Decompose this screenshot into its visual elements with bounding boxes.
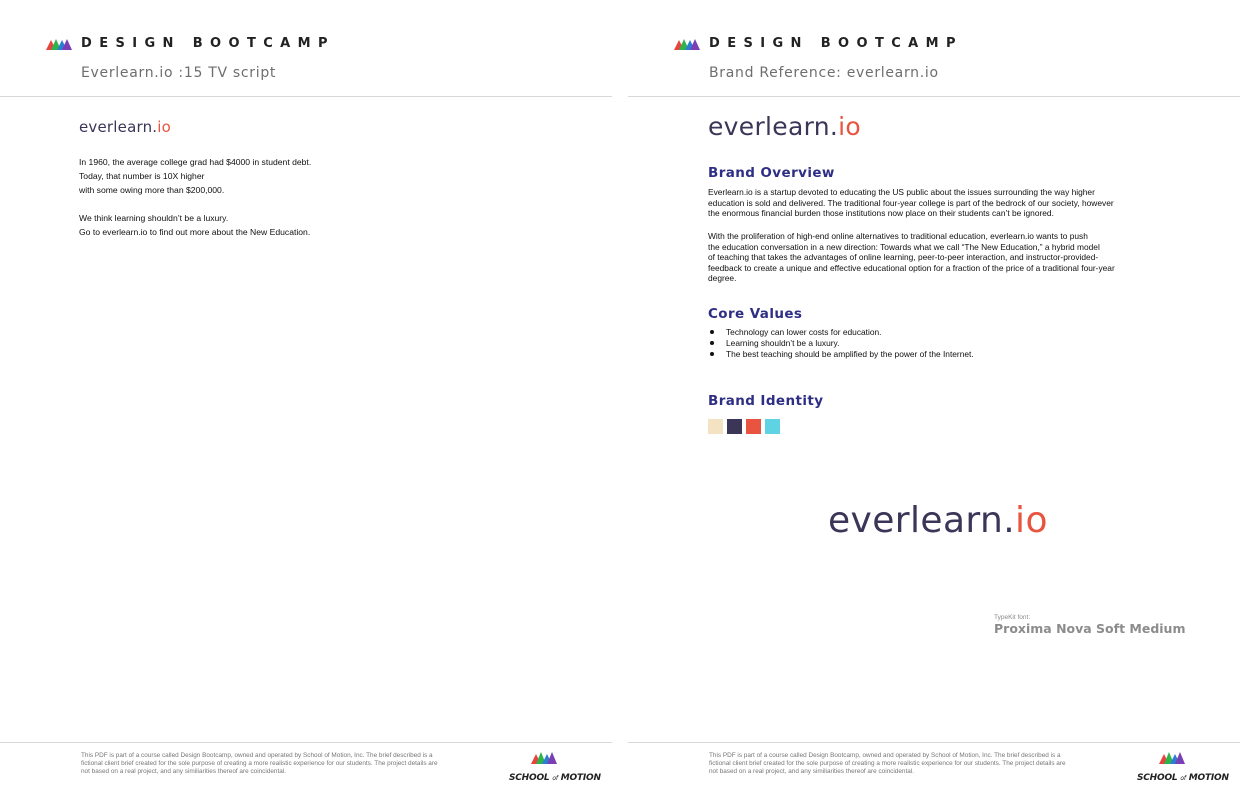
list-item: Learning shouldn’t be a luxury. [708,338,974,349]
overview-line: feedback to create a unique and effective educational option for a fraction of the price of a traditional four-year [708,262,1115,273]
disclaimer-line: This PDF is part of a course called Design Bootcamp, owned and operated by School of Motion, Inc. The brief described is a [709,752,1061,759]
footer-disclaimer [81,752,501,777]
som-mountains-icon [1159,751,1185,764]
typekit-label: TypeKit font: [994,614,1031,621]
everlearn-logo [79,118,171,136]
list-item: Technology can lower costs for education. [708,327,974,338]
disclaimer-line: not based on a real project, and any similiarities thereof are coincidental. [81,768,286,776]
everlearn-logo-io: io [838,112,861,141]
script-line: with some owing more than $200,000. [79,185,225,195]
brand-overview-text-2 [708,231,1158,284]
core-values-list [708,327,974,360]
overview-line: the education conversation in a new direction: Towards what we call “The New Education,” a hybrid model [708,241,1100,252]
bootcamp-mountains-icon [46,38,72,50]
overview-line: the enormous financial burden those institutions now place on their students can’t be ignored. [708,208,1054,219]
brand-identity-heading: Brand Identity [708,393,824,409]
swatch-orange [746,419,761,434]
tv-script-text [79,155,439,239]
footer-divider [628,742,1240,743]
footer-divider [0,742,612,743]
overview-line: of teaching that takes the advantages of online learning, peer-to-peer interaction, and instructor-provided- [708,252,1099,263]
swatch-navy [727,419,742,434]
design-bootcamp-logo [674,36,963,51]
school-of-motion-logo [1137,751,1229,784]
typekit-font-caption [994,614,1186,636]
font-name: Proxima Nova Soft Medium [994,621,1186,636]
brand-reference-page [628,0,1240,792]
overview-line: education is sold and delivered. The traditional four-year college is part of the bedrock of our society, however [708,197,1114,208]
som-wordmark: SCHOOL of MOTION [1137,773,1229,783]
page-subtitle: Brand Reference: everlearn.io [709,65,939,81]
script-line: We think learning shouldn’t be a luxury. [79,213,229,223]
bootcamp-mountains-icon [674,38,700,50]
disclaimer-line: fictional client brief created for the sole purpose of creating a more realistic experience for our students. The project details are [709,760,1066,768]
list-item: The best teaching should be amplified by the power of the Internet. [708,349,974,360]
page-subtitle: Everlearn.io :15 TV script [81,65,277,81]
header-divider [628,96,1240,97]
everlearn-logo-io: io [157,118,172,136]
disclaimer-line: fictional client brief created for the sole purpose of creating a more realistic experience for our students. The project details are [81,760,438,768]
script-line: Today, that number is 10X higher [79,171,205,181]
overview-line: Everlearn.io is a startup devoted to educating the US public about the issues surrounding the way higher [708,187,1095,197]
script-line: Go to everlearn.io to find out more about the New Education. [79,227,311,237]
school-of-motion-logo [509,751,601,784]
swatch-cyan [765,419,780,434]
footer-disclaimer [709,752,1129,777]
everlearn-logo-ever: everlearn. [79,118,158,136]
everlearn-logo-ever: everlearn. [828,500,1016,541]
som-wordmark: SCHOOL of MOTION [509,773,601,783]
everlearn-logo-io: io [1015,500,1048,541]
brand-overview-text [708,187,1158,219]
everlearn-logo [708,112,861,141]
script-line: In 1960, the average college grad had $4000 in student debt. [79,157,312,167]
swatch-cream [708,419,723,434]
disclaimer-line: not based on a real project, and any similiarities thereof are coincidental. [709,768,914,776]
core-values-heading: Core Values [708,306,803,322]
design-bootcamp-wordmark: DESIGN BOOTCAMP [709,36,963,51]
overview-line: degree. [708,273,737,284]
header-divider [0,96,612,97]
som-mountains-icon [531,751,557,764]
everlearn-feature-logo [828,500,1048,541]
everlearn-logo-ever: everlearn. [708,112,839,141]
overview-line: With the proliferation of high-end online alternatives to traditional education, everlearn.io wants to push [708,231,1088,241]
disclaimer-line: This PDF is part of a course called Design Bootcamp, owned and operated by School of Motion, Inc. The brief described is a [81,752,433,759]
script-page [0,0,612,792]
color-swatches [708,419,780,434]
brand-overview-heading: Brand Overview [708,165,835,181]
design-bootcamp-logo [46,36,335,51]
design-bootcamp-wordmark: DESIGN BOOTCAMP [81,36,335,51]
